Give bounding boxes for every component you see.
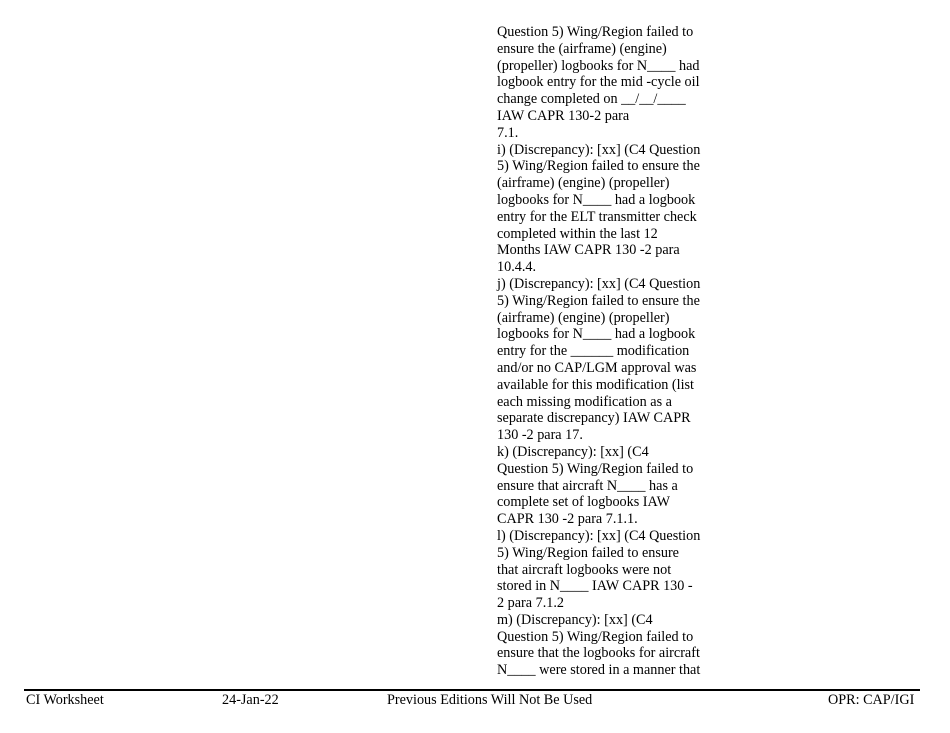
text-line: 7.1. [497, 124, 519, 141]
text-line: IAW CAPR 130-2 para [497, 107, 630, 124]
text-line: 2 para 7.1.2 [497, 595, 564, 612]
footer-editions-notice: Previous Editions Will Not Be Used [387, 692, 593, 708]
text-line: 5) Wing/Region failed to ensure the [497, 292, 700, 309]
text-line: that aircraft logbooks were not [497, 561, 672, 578]
text-line: completed within the last 12 [497, 225, 658, 242]
text-line: complete set of logbooks IAW [497, 494, 671, 511]
text-line: 5) Wing/Region failed to ensure the [497, 158, 700, 175]
text-line: CAPR 130 -2 para 7.1.1. [497, 511, 638, 528]
text-line: entry for the ELT transmitter check [497, 208, 697, 225]
text-line: (airframe) (engine) (propeller) [497, 175, 670, 192]
text-line: N____ were stored in a manner that [497, 662, 701, 679]
footer-divider [24, 689, 920, 691]
text-line: logbooks for N____ had a logbook [497, 326, 696, 343]
text-line: (airframe) (engine) (propeller) [497, 309, 670, 326]
footer-date: 24-Jan-22 [222, 692, 279, 708]
text-line: stored in N____ IAW CAPR 130 - [497, 578, 693, 595]
footer-form-name: CI Worksheet [26, 692, 104, 708]
text-line: Question 5) Wing/Region failed to [497, 628, 694, 645]
text-line: i) (Discrepancy): [xx] (C4 Question [497, 141, 701, 158]
text-line: Months IAW CAPR 130 -2 para [497, 242, 680, 259]
text-line: 130 -2 para 17. [497, 427, 583, 444]
text-line: available for this modification (list [497, 376, 694, 393]
text-line: k) (Discrepancy): [xx] (C4 [497, 443, 649, 460]
text-line: and/or no CAP/LGM approval was [497, 359, 697, 376]
text-line: ensure the (airframe) (engine) [497, 40, 667, 57]
text-line: ensure that aircraft N____ has a [497, 477, 678, 494]
text-line: each missing modification as a [497, 393, 672, 410]
text-line: entry for the ______ modification [497, 343, 690, 360]
text-line: logbook entry for the mid -cycle oil [497, 74, 700, 91]
text-line: 5) Wing/Region failed to ensure [497, 544, 679, 561]
text-line: Question 5) Wing/Region failed to [497, 24, 694, 40]
text-line: ensure that the logbooks for aircraft [497, 645, 700, 662]
text-line: change completed on __/__/____ [497, 91, 686, 108]
text-line: logbooks for N____ had a logbook [497, 191, 696, 208]
text-line: Question 5) Wing/Region failed to [497, 460, 694, 477]
text-line: j) (Discrepancy): [xx] (C4 Question [497, 275, 701, 292]
discrepancy-text-column [497, 24, 711, 679]
text-line: 10.4.4. [497, 259, 537, 276]
text-line: (propeller) logbooks for N____ had [497, 57, 700, 74]
footer-opr: OPR: CAP/IGI [828, 692, 915, 708]
text-line: m) (Discrepancy): [xx] (C4 [497, 611, 653, 628]
text-line: separate discrepancy) IAW CAPR [497, 410, 691, 427]
text-line: l) (Discrepancy): [xx] (C4 Question [497, 527, 701, 544]
